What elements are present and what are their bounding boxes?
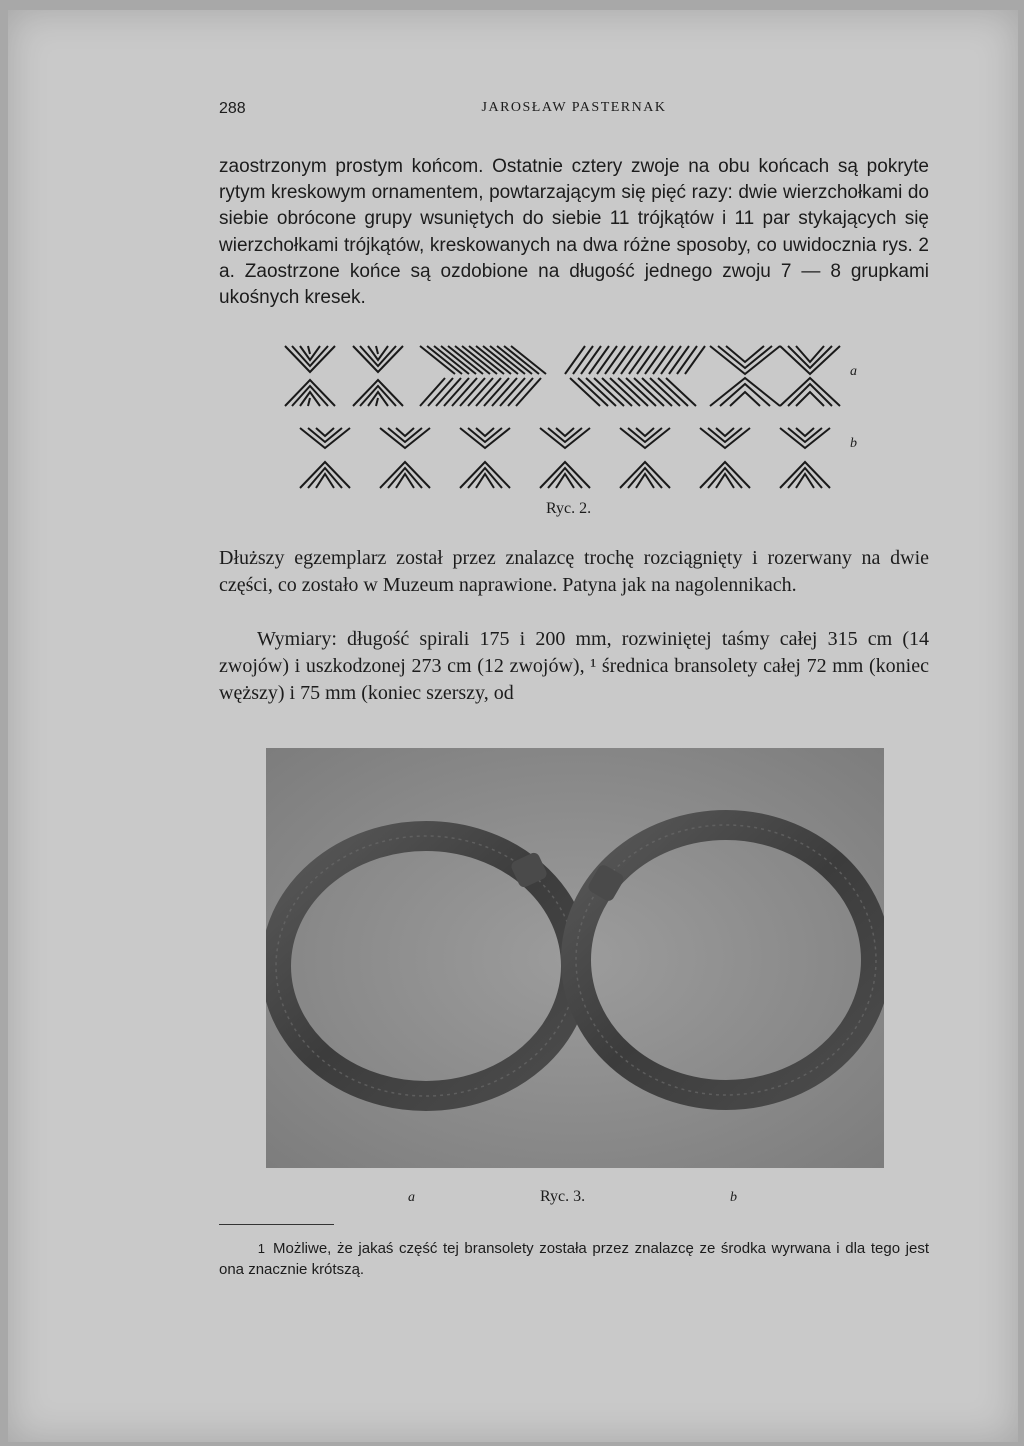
footnote xyxy=(219,1238,929,1280)
bracelets-image xyxy=(266,748,884,1168)
running-head: JAROSŁAW PASTERNAK xyxy=(481,100,667,115)
ornament-figure xyxy=(280,344,880,494)
figure3-label-a: a xyxy=(408,1190,415,1205)
paragraph-3: Wymiary: długość spirali 175 i 200 mm, rozwiniętej taśmy całej 315 cm (14 zwojów) i uszkodzonej 273 cm (12 zwojów), ¹ średnica bransolety całej 72 mm (koniec węższy) i 75 mm (koniec szerszy, od xyxy=(219,628,929,704)
figure3-caption: Ryc. 3. xyxy=(540,1188,586,1205)
footnote-mark: 1 xyxy=(257,1241,265,1256)
footnote-text: Możliwe, że jakaś część tej bransolety została przez znalazcę ze środka wyrwana i dla tego jest ona znacznie krótszą. xyxy=(219,1240,929,1278)
page-number: 288 xyxy=(219,100,246,117)
figure2-label-a: a xyxy=(850,364,857,379)
paragraph-1: zaostrzonym prostym końcom. Ostatnie cztery zwoje na obu końcach są pokryte rytym kreskowym ornamentem, powtarzającym się pięć razy: dwie wierzchołkami do siebie obrócone grupy wsuniętych do siebie 11 trójkątów i 11 par stykających się wierzchołkami trójkątów, kreskowanych na dwa różne sposoby, co uwidocznia rys. 2 a. Zaostrzone końce są ozdobione na długość jednego zwoju 7 — 8 grupkami ukośnych kresek. xyxy=(219,156,929,309)
figure3-label-b: b xyxy=(730,1190,737,1205)
paragraph-2: Dłuższy egzemplarz został przez znalazcę trochę rozciągnięty i rozerwany na dwie części, co zostało w Muzeum naprawione. Patyna jak na nagolennikach. xyxy=(219,547,929,596)
ornament-hatching xyxy=(420,346,705,406)
ornament-motif xyxy=(353,346,403,406)
page-header xyxy=(219,100,929,124)
ornament-row-b xyxy=(300,428,830,488)
ornament-motif xyxy=(710,346,840,406)
ornament-motif xyxy=(285,346,335,406)
ornament-row-a xyxy=(285,346,840,406)
figure2-label-b: b xyxy=(850,436,857,451)
footnote-rule xyxy=(219,1224,334,1225)
figure2-caption: Ryc. 2. xyxy=(546,500,592,517)
bracelets-photo xyxy=(266,748,884,1168)
